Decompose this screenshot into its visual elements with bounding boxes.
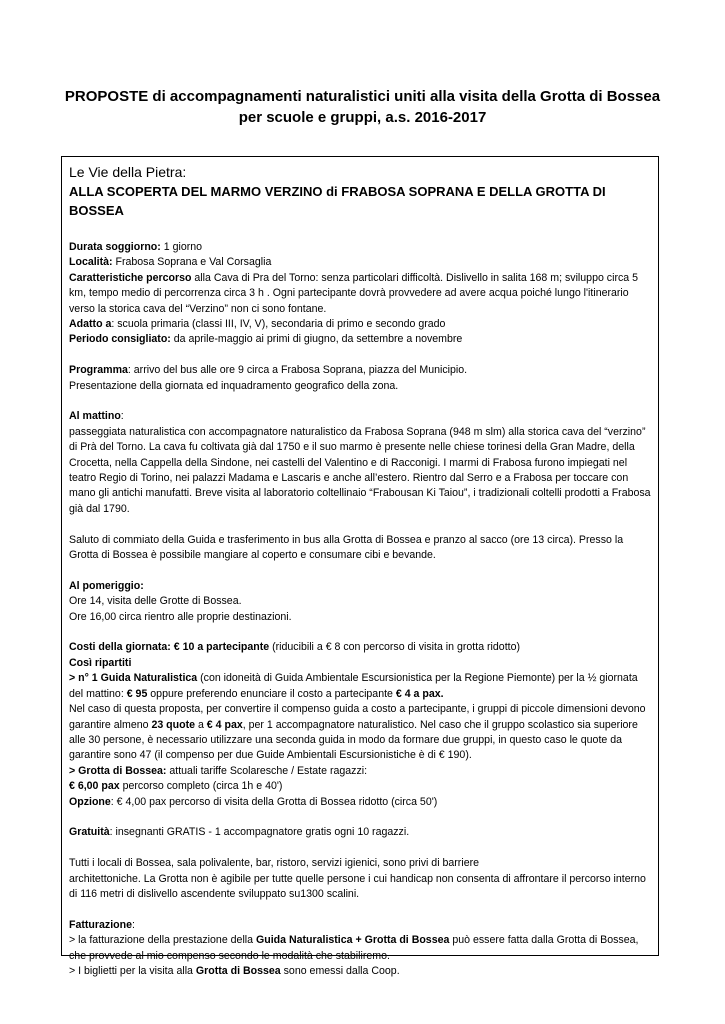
f1-b: Guida Naturalistica + Grotta di Bossea — [255, 934, 450, 947]
programma-line2: Presentazione della giornata ed inquadramento geografico della zona. — [69, 379, 399, 392]
costi-label: Costi della giornata: € 10 a partecipante — [69, 641, 270, 654]
costi-label-rest: (riducibili a € 8 con percorso di visita in grotta ridotto) — [269, 641, 521, 654]
mattino-heading — [69, 409, 651, 424]
saluto-text: Saluto di commiato della Guida e trasferimento in bus alla Grotta di Bossea e pranzo al sacco (ore 13 circa). Presso la Grotta di Bossea è possibile mangiare al coperto e consumare cibi e bevande. — [69, 533, 624, 562]
durata-row — [69, 240, 651, 255]
programma-row — [69, 363, 651, 378]
periodo-row — [69, 332, 651, 347]
fatturazione-label: Fatturazione — [69, 918, 132, 931]
gratuita-label: Gratuità — [69, 826, 110, 839]
guida-text2: oppure preferendo enunciare il costo a partecipante — [147, 687, 396, 700]
costi-row — [69, 640, 651, 655]
mattino-text: passeggiata naturalistica con accompagnatore naturalistico da Frabosa Soprana (948 m slm) alla storica cava del “verzino” di Prà del Torno. La cava fu coltivata già dal 1750 e il suo marmo è presente nelle chiese torinesi della Gran Madre, della Crocetta, nella Cappella della Sindone, nei castelli del Valentino e di Racconigi. I marmi di Frabosa furono impiegati nel teatro Regio di Torino, nei palazzi Madama e Lascaris e anche all’estero. Rientro dal Serro e a Frabosa per toccare con mano gli antichi manufatti. Breve visita al laboratorio coltellinaio “Frabousan Ki Taiou”, i tradizionali coltelli prodotti a Frabosa già dal 1790. — [69, 425, 651, 515]
caso-c: a — [195, 718, 207, 731]
itinerary-subtitle: Le Vie della Pietra: — [69, 164, 187, 180]
pomeriggio-line1: Ore 14, visita delle Grotte di Bossea. — [69, 595, 242, 608]
pomeriggio-label: Al pomeriggio: — [69, 579, 144, 592]
opzione-label: Opzione — [69, 795, 111, 808]
f2-b: Grotta di Bossea — [195, 964, 281, 977]
prezzo-text: percorso completo (circa 1h e 40') — [119, 780, 283, 793]
document-title — [50, 86, 675, 128]
caso-e: , per 1 accompagnatore naturalistico. Nel caso che il gruppo scolastico sia superiore alle 30 persone, è necessario utilizzare una seconda guida in modo da formare due gruppi, in questo caso le quote da garantire sono 47 (il compenso per due Guide Ambientali Escursionistiche è di € 190). — [69, 718, 638, 762]
caso-b: 23 quote — [151, 718, 196, 731]
ripartiti-label: Così ripartiti — [69, 656, 132, 669]
programma-label: Programma — [69, 364, 128, 377]
opzione-row — [69, 795, 651, 810]
locali-line2: architettoniche. La Grotta non è agibile per tutte quelle persone i cui handicap non consenta di affrontare il percorso interno di 116 metri di dislivello ascendente sviluppato su1300 scalini. — [69, 872, 646, 900]
gratuita-row — [69, 825, 651, 840]
guida-price: € 95 — [126, 687, 148, 700]
gratuita-text: : insegnanti GRATIS - 1 accompagnatore gratis ogni 10 ragazzi. — [109, 826, 410, 839]
grotta-row — [69, 764, 651, 779]
fatturazione-row-1 — [69, 933, 651, 964]
pomeriggio-heading — [69, 579, 651, 594]
itinerary-box — [61, 156, 659, 977]
guida-label: > n° 1 Guida Naturalistica — [69, 672, 198, 685]
programma-value: : arrivo del bus alle ore 9 circa a Frabosa Soprana, piazza del Municipio. — [127, 364, 468, 377]
prezzo-row — [69, 779, 651, 794]
pomeriggio-line2: Ore 16,00 circa rientro alle proprie destinazioni. — [69, 610, 292, 623]
adatto-value: : scuola primaria (classi III, IV, V), secondaria di primo e secondo grado — [111, 318, 446, 331]
ripartiti-row — [69, 656, 651, 671]
opzione-text: : € 4,00 pax percorso di visita della Grotta di Bossea ridotto (circa 50') — [110, 795, 438, 808]
adatto-row — [69, 317, 651, 332]
fatturazione-label-suffix: : — [131, 918, 135, 931]
caratteristiche-label: Caratteristiche percorso — [69, 271, 192, 284]
caratteristiche-row — [69, 271, 651, 317]
f2-a: > I biglietti per la visita alla — [69, 964, 196, 977]
title-line-1: PROPOSTE di accompagnamenti naturalistici uniti alla visita della Grotta di Bossea — [64, 88, 661, 105]
periodo-label: Periodo consigliato: — [69, 333, 171, 346]
localita-row — [69, 255, 651, 270]
fatturazione-row-2 — [69, 964, 651, 979]
itinerary-content — [69, 240, 651, 979]
periodo-value: da aprile-maggio ai primi di giugno, da settembre a novembre — [170, 333, 463, 346]
f1-a: > la fatturazione della prestazione della — [69, 934, 256, 947]
guida-row — [69, 671, 651, 702]
f2-c: sono emessi dalla Coop. — [280, 964, 400, 977]
locali-line1: Tutti i locali di Bossea, sala polivalente, bar, ristoro, servizi igienici, sono privi di barriere — [69, 857, 480, 870]
prezzo-label: € 6,00 pax — [69, 780, 120, 793]
durata-label: Durata soggiorno: — [69, 241, 161, 253]
mattino-label: Al mattino — [69, 410, 121, 423]
grotta-text: attuali tariffe Scolaresche / Estate ragazzi: — [166, 764, 368, 777]
durata-value: 1 giorno — [160, 241, 203, 253]
caso-d: € 4 pax — [206, 718, 243, 731]
guida-text1: (con idoneità di Guida Ambientale Escursionistica per la Regione Piemonte) per la ½ giornata del mattino: — [69, 672, 638, 700]
caratteristiche-value: alla Cava di Pra del Torno: senza particolari difficoltà. Dislivello in salita 168 m; sviluppo circa 5 km, tempo medio di percorrenza circa 3 h . Ogni partecipante dovrà provvedere ad avere acqua poiché lungo l'itinerario verso la storica cava del “Verzino” non ci sono fontane. — [69, 271, 638, 315]
grotta-label: > Grotta di Bossea: — [69, 764, 167, 777]
adatto-label: Adatto a — [69, 318, 112, 331]
caso-row — [69, 702, 651, 764]
localita-value: Frabosa Soprana e Val Corsaglia — [112, 256, 272, 269]
caso-a: Nel caso di questa proposta, per convertire il compenso guida a costo a partecipante, i gruppi di piccole dimensioni devono garantire almeno — [69, 703, 646, 731]
fatturazione-heading — [69, 918, 651, 933]
f1-c: può essere fatta dalla Grotta di Bossea, che provvede al mio compenso secondo le modalità che stabiliremo. — [69, 934, 639, 962]
itinerary-heading: ALLA SCOPERTA DEL MARMO VERZINO di FRABOSA SOPRANA E DELLA GROTTA DI BOSSEA — [69, 184, 606, 218]
localita-label: Località: — [69, 256, 113, 269]
itinerary-title — [69, 163, 651, 220]
guida-price-pax: € 4 a pax. — [395, 687, 444, 700]
title-line-2: per scuole e gruppi, a.s. 2016-2017 — [238, 109, 487, 126]
mattino-label-suffix: : — [120, 410, 124, 423]
